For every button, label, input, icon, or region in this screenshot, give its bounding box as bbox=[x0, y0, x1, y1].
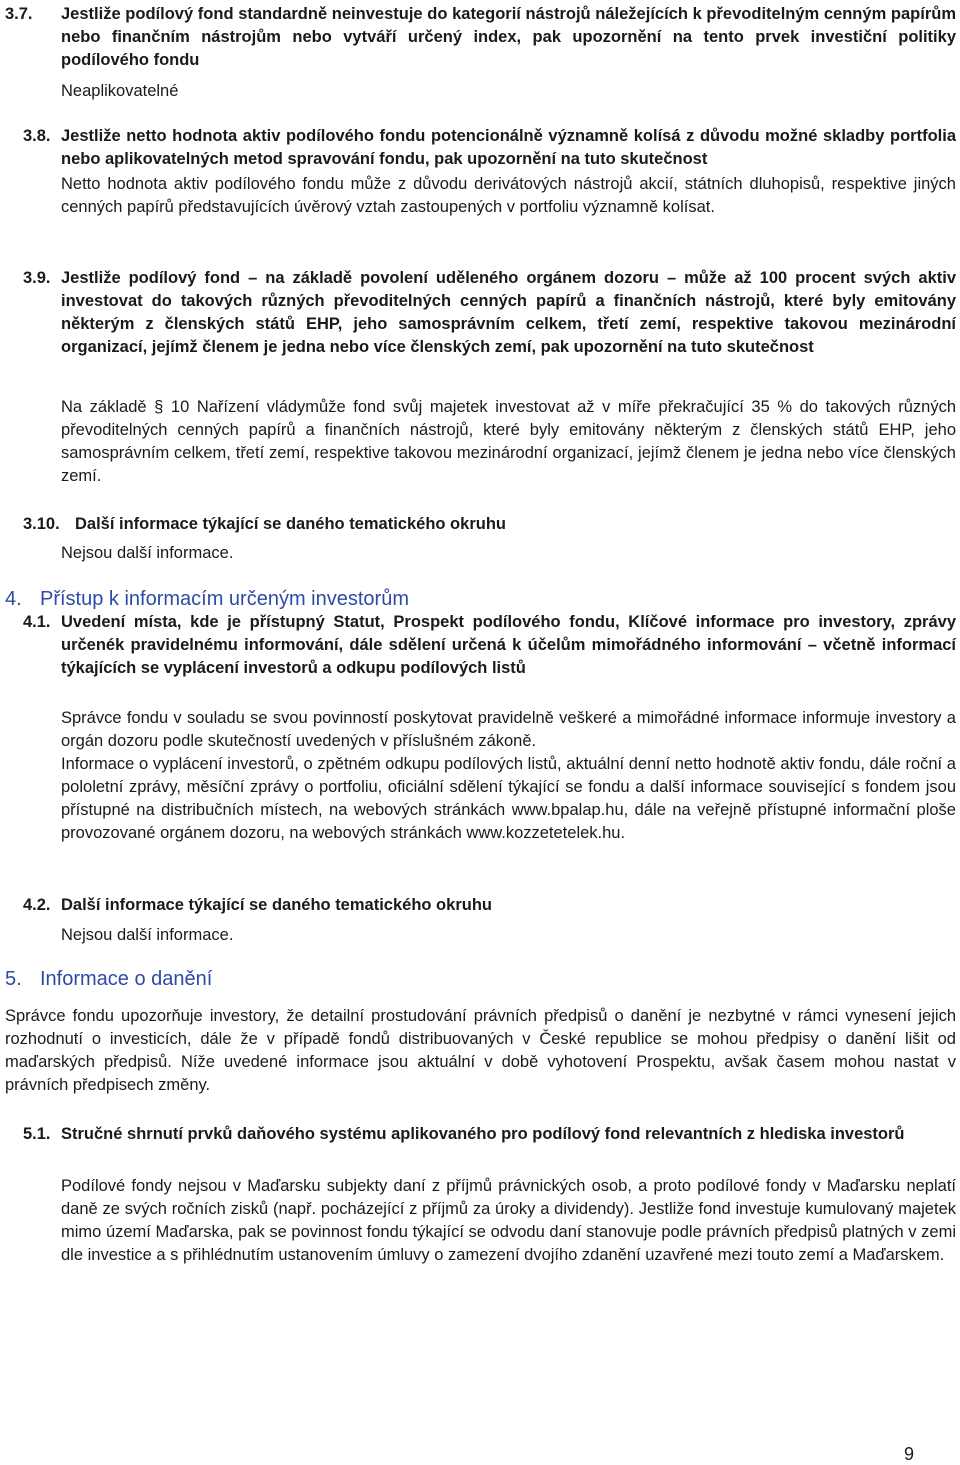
section-heading: Uvedení místa, kde je přístupný Statut, Prospekt podílového fondu, Klíčové informace pro investory, zprávy určenék pravidelnému informování, dále sdělení určená k účelům mimořádného informování – včetně informací týkajících se vyplácení investorů a odkupu podílových listů bbox=[61, 613, 956, 677]
paragraph: Informace o vyplácení investorů, o zpětném odkupu podílových listů, aktuální denní netto hodnotě aktiv fondu, dále roční a pololetní zprávy, měsíční zprávy o portfoliu, oficiální sdělení týkající se fondu a další informace související s fondem jsou přístupné na distribučních místech, na webových stránkách www.bpalap.hu, dále na veřejně přístupné informační ploše provozované orgánem dozoru, na webových stránkách www.kozzetetelek.hu. bbox=[61, 755, 956, 842]
section-heading: Jestliže netto hodnota aktiv podílového fondu potencionálně významně kolísá z důvodu možné skladby portfolia nebo aplikovatelných metod spravování fondu, pak upozornění na tuto skutečnost bbox=[61, 127, 956, 168]
section-body: Netto hodnota aktiv podílového fondu může z důvodu derivátových nástrojů akcií, státních dluhopisů, respektive jiných cenných papírů představujících úvěrový vztah zastoupených v portfoliu významně kolísat. bbox=[61, 175, 956, 216]
section-heading: Jestliže podílový fond standardně neinvestuje do kategorií nástrojů náležejících k převoditelným cenným papírům nebo finančním nástrojům nebo vytváří určený index, pak upozornění na tento prvek investiční politiky podílového fondu bbox=[61, 5, 956, 69]
page-number: 9 bbox=[903, 1444, 914, 1464]
section-number: 4.1. bbox=[23, 613, 51, 631]
section-body: Na základě § 10 Nařízení vládymůže fond svůj majetek investovat až v míře překračující 35 % do takových různých převoditelných cenných papírů a finančních nástrojů, které byly emitovány některým z členských států EHP, jeho samosprávním celkem, třetí zemí, respektive takovou mezinárodní organizací, jejímž členem je jedna nebo více členských zemí. bbox=[61, 398, 956, 485]
section-body: Neaplikovatelné bbox=[61, 82, 179, 100]
section-body: Podílové fondy nejsou v Maďarsku subjekty daní z příjmů právnických osob, a proto podílové fondy v Maďarsku neplatí daně ze svých ročních zisků (např. pocházející z příjmů za úroky a dividendy). Jestliže fond investuje kumulovaný majetek mimo území Maďarska, pak se povinnost fondu týkající se odvodu daní stanovuje podle právních předpisů platných v zemi dle investice a s přihlédnutím ustanovením úmluvy o zamezení dvojího zdanění uzavřené mezi touto zemí a Maďarskem. bbox=[61, 1177, 956, 1264]
section-body: Nejsou další informace. bbox=[61, 926, 234, 944]
paragraph: Správce fondu v souladu se svou povinností poskytovat pravidelně veškeré a mimořádné informace informuje investory a orgán dozoru podle skutečností uvedených v příslušném zákoně. bbox=[61, 709, 956, 750]
section-number: 3.10. bbox=[23, 515, 60, 533]
section-heading: Jestliže podílový fond – na základě povolení uděleného orgánem dozoru – může až 100 procent svých aktiv investovat do takových různých převoditelných cenných papírů a finančních nástrojů, které byly emitovány některým z členských států EHP, jeho samosprávním celkem, třetí zemí, respektive takovou mezinárodní organizací, jejímž členem je jedna nebo více členských zemí, pak upozornění na tuto skutečnost bbox=[61, 269, 956, 356]
section-number: 3.8. bbox=[23, 127, 51, 145]
chapter-number: 4. bbox=[5, 588, 22, 610]
section-number: 4.2. bbox=[23, 896, 51, 914]
section-number: 5.1. bbox=[23, 1125, 51, 1143]
section-body bbox=[61, 707, 956, 845]
section-heading: Stručné shrnutí prvků daňového systému aplikovaného pro podílový fond relevantních z hlediska investorů bbox=[61, 1125, 905, 1143]
chapter-number: 5. bbox=[5, 968, 22, 990]
section-number: 3.7. bbox=[5, 5, 33, 23]
chapter-title: Přístup k informacím určeným investorům bbox=[40, 588, 409, 610]
section-number: 3.9. bbox=[23, 269, 51, 287]
section-heading: Další informace týkající se daného tematického okruhu bbox=[75, 515, 506, 533]
section-body: Nejsou další informace. bbox=[61, 544, 234, 562]
section-heading: Další informace týkající se daného tematického okruhu bbox=[61, 896, 492, 914]
chapter-intro: Správce fondu upozorňuje investory, že detailní prostudování právních předpisů o danění je nezbytné v rámci vynesení jejich rozhodnutí o investicích, dále že v případě fondů distribuovaných v České republice se mohou předpisy o danění lišit od maďarských předpisů. Níže uvedené informace jsou aktuální v době vyhotovení Prospektu, avšak časem mohou nastat v právních předpisech změny. bbox=[5, 1007, 956, 1094]
chapter-title: Informace o danění bbox=[40, 968, 213, 990]
